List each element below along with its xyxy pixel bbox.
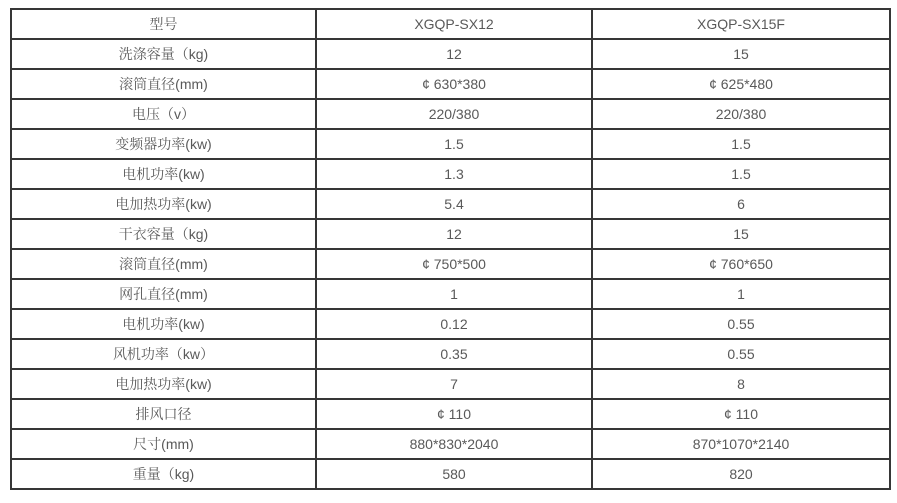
spec-value: ¢ 630*380 [316, 69, 592, 99]
spec-value: 220/380 [592, 99, 890, 129]
model-name-cell-sx15f: XGQP-SX15F [592, 9, 890, 39]
spec-value: 1.5 [592, 129, 890, 159]
spec-value: ¢ 750*500 [316, 249, 592, 279]
spec-value: 12 [316, 219, 592, 249]
table-row-dry-capacity [11, 219, 890, 249]
spec-label: 电加热功率(kw) [11, 369, 316, 399]
spec-value: 6 [592, 189, 890, 219]
table-row-wash-capacity [11, 39, 890, 69]
table-row-mesh-diameter [11, 279, 890, 309]
spec-label: 滚筒直径(mm) [11, 69, 316, 99]
table-row-fan-power [11, 339, 890, 369]
spec-value: 1.3 [316, 159, 592, 189]
table-row-exhaust-diameter [11, 399, 890, 429]
spec-label: 电机功率(kw) [11, 159, 316, 189]
product-spec-table [10, 8, 891, 490]
table-row-drum-diameter-wash [11, 69, 890, 99]
spec-label: 电加热功率(kw) [11, 189, 316, 219]
spec-value: 0.35 [316, 339, 592, 369]
spec-label: 网孔直径(mm) [11, 279, 316, 309]
spec-value: 1.5 [592, 159, 890, 189]
spec-table-container [10, 8, 891, 490]
spec-label: 排风口径 [11, 399, 316, 429]
spec-label: 滚筒直径(mm) [11, 249, 316, 279]
table-row-inverter-power [11, 129, 890, 159]
spec-value: 820 [592, 459, 890, 489]
spec-value: 1.5 [316, 129, 592, 159]
spec-label: 尺寸(mm) [11, 429, 316, 459]
spec-value: 1 [592, 279, 890, 309]
table-row-voltage [11, 99, 890, 129]
table-row-heating-power-wash [11, 189, 890, 219]
model-name-cell-sx12: XGQP-SX12 [316, 9, 592, 39]
spec-label: 洗涤容量（kg) [11, 39, 316, 69]
header-row [11, 9, 890, 39]
table-row-motor-power-wash [11, 159, 890, 189]
spec-value: 0.12 [316, 309, 592, 339]
spec-label: 变频器功率(kw) [11, 129, 316, 159]
spec-value: ¢ 760*650 [592, 249, 890, 279]
spec-value: ¢ 625*480 [592, 69, 890, 99]
spec-value: 580 [316, 459, 592, 489]
table-row-heating-power-dry [11, 369, 890, 399]
spec-value: 8 [592, 369, 890, 399]
table-row-drum-diameter-dry [11, 249, 890, 279]
spec-value: 220/380 [316, 99, 592, 129]
spec-value: 1 [316, 279, 592, 309]
spec-value: ¢ 110 [316, 399, 592, 429]
spec-label: 电压（v） [11, 99, 316, 129]
spec-label: 风机功率（kw） [11, 339, 316, 369]
spec-value: 12 [316, 39, 592, 69]
spec-value: 15 [592, 39, 890, 69]
spec-label: 电机功率(kw) [11, 309, 316, 339]
table-row-dimensions [11, 429, 890, 459]
spec-value: 880*830*2040 [316, 429, 592, 459]
spec-label: 重量（kg) [11, 459, 316, 489]
spec-value: ¢ 110 [592, 399, 890, 429]
table-row-weight [11, 459, 890, 489]
spec-value: 7 [316, 369, 592, 399]
model-header-cell: 型号 [11, 9, 316, 39]
spec-value: 0.55 [592, 309, 890, 339]
spec-value: 15 [592, 219, 890, 249]
spec-value: 870*1070*2140 [592, 429, 890, 459]
spec-value: 5.4 [316, 189, 592, 219]
table-row-motor-power-dry [11, 309, 890, 339]
spec-value: 0.55 [592, 339, 890, 369]
spec-label: 干衣容量（kg) [11, 219, 316, 249]
